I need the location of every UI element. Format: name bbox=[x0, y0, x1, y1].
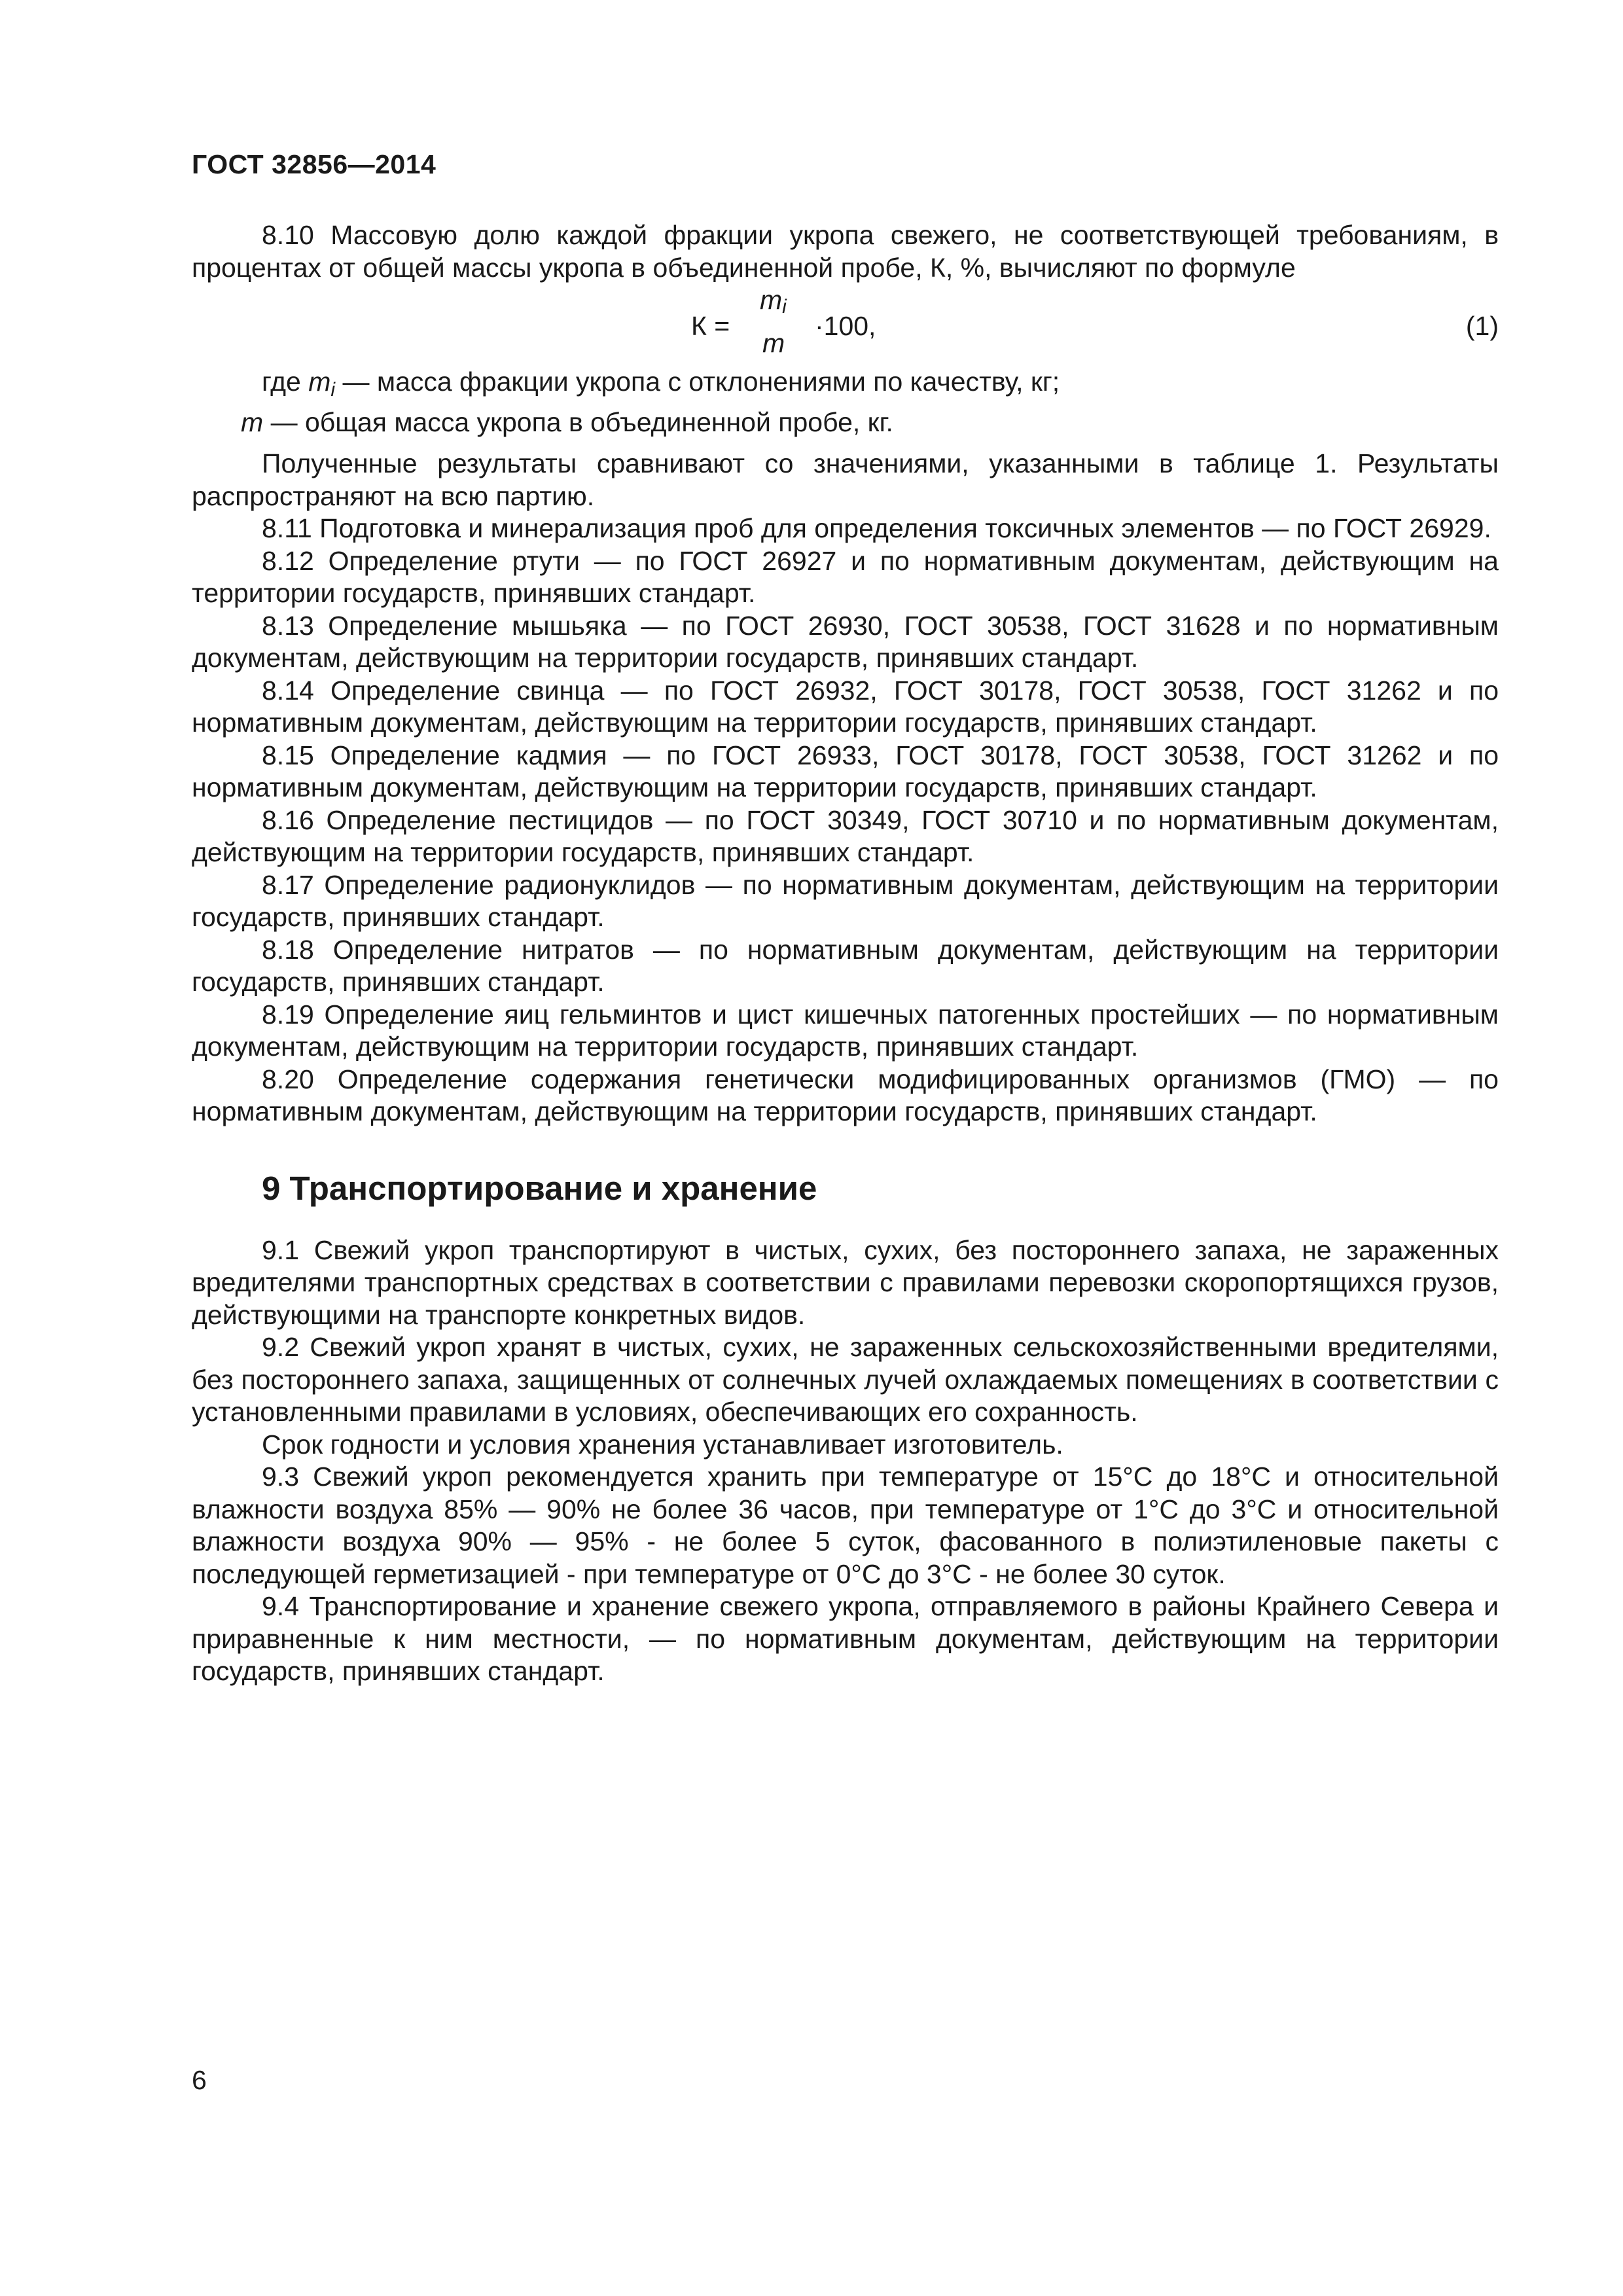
legend-symbol-mi bbox=[308, 367, 336, 401]
paragraph-8-11: 8.11 Подготовка и минерализация проб для определения токсичных элементов — по ГОСТ 26929. bbox=[262, 513, 1491, 543]
formula-denominator: m bbox=[762, 328, 785, 358]
document-body bbox=[192, 219, 1499, 1688]
paragraph-8-18: 8.18 Определение нитратов — по нормативным документам, действующим на территории государств, принявших стандарт. bbox=[192, 934, 1499, 997]
formula-numerator bbox=[760, 284, 787, 323]
paragraph-results: Полученные результаты сравнивают со значениями, указанными в таблице 1. Результаты распространяют на всю партию. bbox=[192, 448, 1499, 511]
legend-text-1: — масса фракции укропа с отклонениями по качеству, кг; bbox=[342, 367, 1060, 397]
paragraph-8-16: 8.16 Определение пестицидов — по ГОСТ 30349, ГОСТ 30710 и по нормативным документам, действующим на территории государств, принявших стандарт. bbox=[192, 804, 1499, 867]
formula-numerator-symbol: m bbox=[760, 285, 783, 315]
paragraph-8-17: 8.17 Определение радионуклидов — по нормативным документам, действующим на территории государств, принявших стандарт. bbox=[192, 869, 1499, 932]
formula-1 bbox=[192, 284, 1499, 366]
paragraph-8-15: 8.15 Определение кадмия — по ГОСТ 26933, ГОСТ 30178, ГОСТ 30538, ГОСТ 31262 и по нормативным документам, действующим на территории государств, принявших стандарт. bbox=[192, 740, 1499, 802]
equation-number: (1) bbox=[1465, 311, 1499, 341]
paragraph-9-4: 9.4 Транспортирование и хранение свежего укропа, отправляемого в районы Крайнего Севера и приравненные к ним местности, — по нормативным документам, действующим на территории государств, принявших стандарт. bbox=[192, 1591, 1499, 1686]
paragraph-8-20: 8.20 Определение содержания генетически модифицированных организмов (ГМО) — по нормативным документам, действующим на территории государств, принявших стандарт. bbox=[192, 1064, 1499, 1126]
paragraph-8-10: 8.10 Массовую долю каждой фракции укропа свежего, не соответствующей требованиям, в процентах от общей массы укропа в объединенной пробе, К, %, вычисляют по формуле bbox=[192, 220, 1499, 283]
legend-text-2: — общая масса укропа в объединенной пробе, кг. bbox=[270, 406, 893, 437]
legend-subscript: i bbox=[330, 379, 336, 401]
legend-symbol-m: m bbox=[241, 406, 264, 437]
paragraph-9-3: 9.3 Свежий укроп рекомендуется хранить при температуре от 15°С до 18°С и относительной влажности воздуха 85% — 90% не более 36 часов, при температуре от 1°С до 3°С и относительной влажности воздуха 90% — 95% - не более 5 суток, фасованного в полиэтиленовые пакеты с последующей герметизацией - при температуре от 0°С до 3°С - не более 30 суток. bbox=[192, 1462, 1499, 1589]
section-9-title: 9 Транспортирование и хранение bbox=[262, 1169, 817, 1207]
formula-multiplier: ·100, bbox=[815, 311, 876, 341]
paragraph-9-1: 9.1 Свежий укроп транспортируют в чистых, сухих, без постороннего запаха, не зараженных вредителями транспортных средствах в соответствии с правилами перевозки скоропортящихся грузов, действующими на транспорте конкретных видов. bbox=[192, 1234, 1499, 1330]
spacer bbox=[192, 439, 1499, 448]
formula-lhs: К = bbox=[691, 311, 730, 341]
formula-legend-line-2 bbox=[192, 406, 1499, 439]
paragraph-8-14: 8.14 Определение свинца — по ГОСТ 26932, ГОСТ 30178, ГОСТ 30538, ГОСТ 31262 и по нормативным документам, действующим на территории государств, принявших стандарт. bbox=[192, 675, 1499, 738]
where-prefix: где bbox=[262, 367, 301, 397]
page-number: 6 bbox=[192, 2065, 207, 2095]
formula-numerator-subscript: i bbox=[782, 296, 787, 317]
formula-legend-line-1 bbox=[192, 366, 1499, 406]
paragraph-8-19: 8.19 Определение яиц гельминтов и цист кишечных патогенных простейших — по нормативным документам, действующим на территории государств, принявших стандарт. bbox=[192, 999, 1499, 1062]
paragraph-shelf-life: Срок годности и условия хранения устанавливает изготовитель. bbox=[262, 1429, 1063, 1460]
paragraph-8-13: 8.13 Определение мышьяка — по ГОСТ 26930, ГОСТ 30538, ГОСТ 31628 и по нормативным документам, действующим на территории государств, принявших стандарт. bbox=[192, 610, 1499, 673]
document-code: ГОСТ 32856—2014 bbox=[192, 149, 437, 179]
legend-symbol: m bbox=[308, 367, 331, 397]
paragraph-9-2: 9.2 Свежий укроп хранят в чистых, сухих, не зараженных сельскохозяйственными вредителями, без постороннего запаха, защищенных от солнечных лучей охлаждаемых помещениях в соответствии с установленными правилами в условиях, обеспечивающих его сохранность. bbox=[192, 1332, 1499, 1427]
paragraph-8-12: 8.12 Определение ртути — по ГОСТ 26927 и по нормативным документам, действующим на территории государств, принявших стандарт. bbox=[192, 545, 1499, 608]
